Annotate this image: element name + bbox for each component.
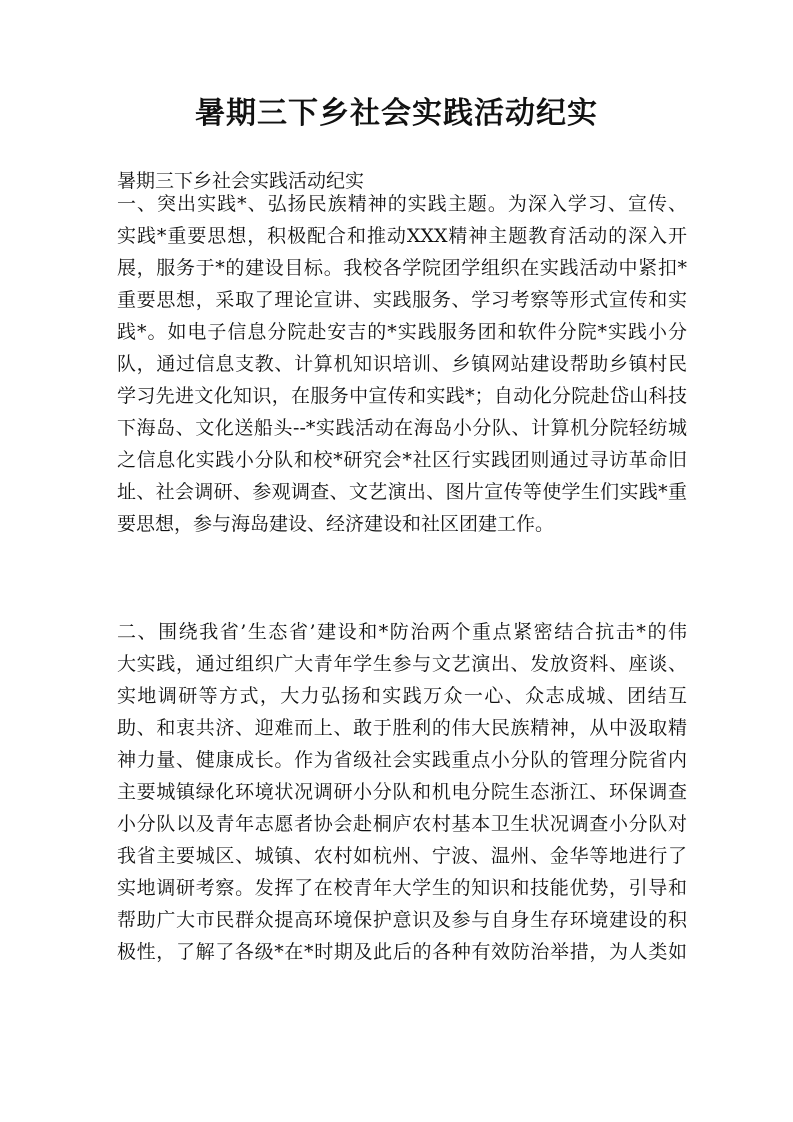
document-title: 暑期三下乡社会实践活动纪实 [195,96,598,131]
paragraph-line: 助、和衷共济、迎难而上、敢于胜利的伟大民族精神，从中汲取精 [117,717,687,739]
paragraph-line: 址、社会调研、参观调查、文艺演出、图片宣传等使学生们实践*重 [117,481,687,503]
paragraph-line: 小分队以及青年志愿者协会赴桐庐农村基本卫生状况调查小分队对 [117,813,687,835]
paragraph-line: 实践*重要思想，积极配合和推动XXX精神主题教育活动的深入开 [117,225,687,247]
paragraph-line: 主要城镇绿化环境状况调研小分队和机电分院生态浙江、环保调查 [117,781,687,803]
paragraph-line: 学习先进文化知识，在服务中宣传和实践*；自动化分院赴岱山科技 [117,385,687,407]
paragraph-line: 展，服务于*的建设目标。我校各学院团学组织在实践活动中紧扣* [117,257,687,279]
paragraph-line: 我省主要城区、城镇、农村如杭州、宁波、温州、金华等地进行了 [117,845,687,867]
paragraph-line: 重要思想，采取了理论宣讲、实践服务、学习考察等形式宣传和实 [117,289,687,311]
paragraph-line: 实地调研等方式，大力弘扬和实践万众一心、众志成城、团结互 [117,685,687,707]
paragraph-line: 要思想，参与海岛建设、经济建设和社区团建工作。 [117,513,555,535]
paragraph-line: 极性，了解了各级*在*时期及此后的各种有效防治举措，为人类如 [117,941,687,963]
document-subtitle: 暑期三下乡社会实践活动纪实 [117,170,365,192]
paragraph-line: 下海岛、文化送船头--*实践活动在海岛小分队、计算机分院轻纺城 [117,417,687,439]
paragraph-1 [117,188,687,540]
paragraph-line: 一、突出实践*、弘扬民族精神的实践主题。为深入学习、宣传、 [117,193,687,215]
paragraph-line: 实地调研考察。发挥了在校青年大学生的知识和技能优势，引导和 [117,877,687,899]
paragraph-line: 神力量、健康成长。作为省级社会实践重点小分队的管理分院省内 [117,749,687,771]
paragraph-line: 践*。如电子信息分院赴安吉的*实践服务团和软件分院*实践小分 [117,321,687,343]
paragraph-line: 队，通过信息支教、计算机知识培训、乡镇网站建设帮助乡镇村民 [117,353,687,375]
paragraph-line: 大实践，通过组织广大青年学生参与文艺演出、发放资料、座谈、 [117,653,687,675]
paragraph-line: 二、围绕我省’生态省’建设和*防治两个重点紧密结合抗击*的伟 [117,621,687,643]
paragraph-line: 之信息化实践小分队和校*研究会*社区行实践团则通过寻访革命旧 [117,449,687,471]
paragraph-line: 帮助广大市民群众提高环境保护意识及参与自身生存环境建设的积 [117,909,687,931]
paragraph-2 [117,616,687,968]
